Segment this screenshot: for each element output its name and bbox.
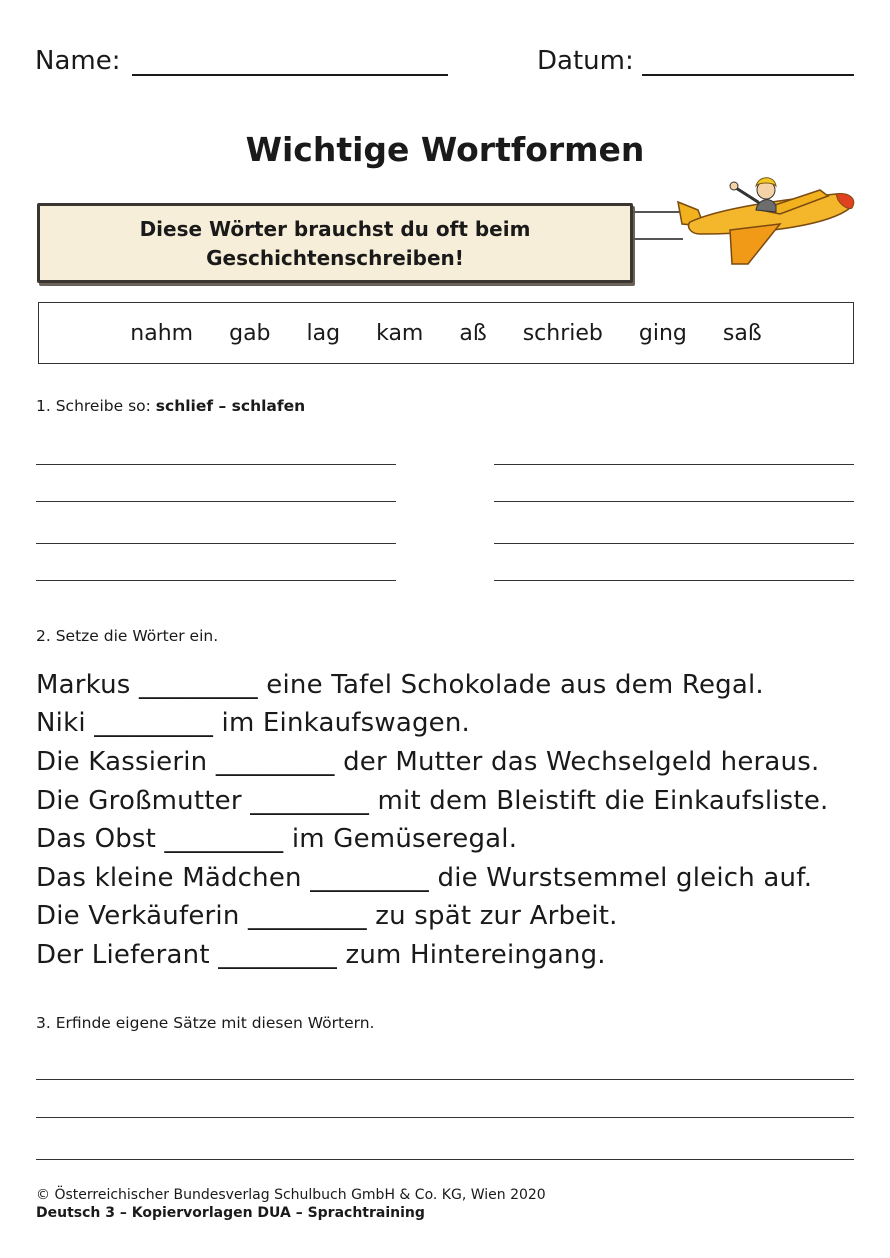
date-field[interactable] [642, 74, 854, 76]
blank[interactable]: _________ [250, 786, 370, 816]
writing-line[interactable] [494, 543, 854, 544]
sentence-2: Niki _________ im Einkaufswagen. [36, 708, 471, 738]
word-item: gab [229, 320, 271, 346]
writing-line[interactable] [36, 1079, 854, 1080]
blank[interactable]: _________ [218, 940, 338, 970]
sentence-5: Das Obst _________ im Gemüseregal. [36, 824, 518, 854]
blank[interactable]: _________ [94, 708, 214, 738]
word-item: schrieb [522, 320, 603, 346]
name-field[interactable] [132, 74, 448, 76]
banner [37, 203, 633, 283]
writing-line[interactable] [494, 580, 854, 581]
writing-line[interactable] [36, 1117, 854, 1118]
banner-line-2: Geschichtenschreiben! [206, 246, 464, 270]
word-item: kam [376, 320, 424, 346]
blank[interactable]: _________ [310, 863, 430, 893]
writing-line[interactable] [36, 580, 396, 581]
sentence-1: Markus _________ eine Tafel Schokolade aus dem Regal. [36, 670, 764, 700]
writing-line[interactable] [494, 464, 854, 465]
blank[interactable]: _________ [215, 747, 335, 777]
name-label: Name: [35, 46, 121, 76]
writing-line[interactable] [494, 501, 854, 502]
banner-line-1: Diese Wörter brauchst du oft beim [139, 217, 531, 241]
word-item: nahm [130, 320, 194, 346]
task-1-example: schlief – schlafen [155, 397, 306, 415]
date-label: Datum: [537, 46, 634, 76]
blank[interactable]: _________ [139, 670, 258, 700]
writing-line[interactable] [36, 1159, 854, 1160]
sentence-6: Das kleine Mädchen _________ die Wurstsemmel gleich auf. [36, 863, 813, 893]
blank[interactable]: _________ [164, 824, 284, 854]
writing-line[interactable] [36, 501, 396, 502]
word-item: aß [459, 320, 487, 346]
task-3-instruction: 3. Erfinde eigene Sätze mit diesen Wörtern. [36, 1014, 375, 1032]
sentence-4: Die Großmutter _________ mit dem Bleistift die Einkaufsliste. [36, 786, 829, 816]
sentence-8: Der Lieferant _________ zum Hintereingang. [36, 940, 606, 970]
word-item: saß [722, 320, 762, 346]
task-1-prefix: 1. Schreibe so: [36, 397, 156, 415]
footer-series: Deutsch 3 – Kopiervorlagen DUA – Sprachtraining [36, 1205, 425, 1221]
task-1-instruction [36, 397, 305, 415]
sentence-3: Die Kassierin _________ der Mutter das Wechselgeld heraus. [36, 747, 820, 777]
sentence-7: Die Verkäuferin _________ zu spät zur Arbeit. [36, 901, 618, 931]
page-title: Wichtige Wortformen [245, 130, 645, 169]
word-item: lag [306, 320, 341, 346]
writing-line[interactable] [36, 543, 396, 544]
word-box [38, 302, 854, 364]
task-2-instruction: 2. Setze die Wörter ein. [36, 627, 219, 645]
blank[interactable]: _________ [247, 901, 367, 931]
writing-line[interactable] [36, 464, 396, 465]
airplane-icon [660, 160, 860, 280]
word-item: ging [638, 320, 687, 346]
footer-copyright: © Österreichischer Bundesverlag Schulbuch GmbH & Co. KG, Wien 2020 [36, 1187, 546, 1203]
